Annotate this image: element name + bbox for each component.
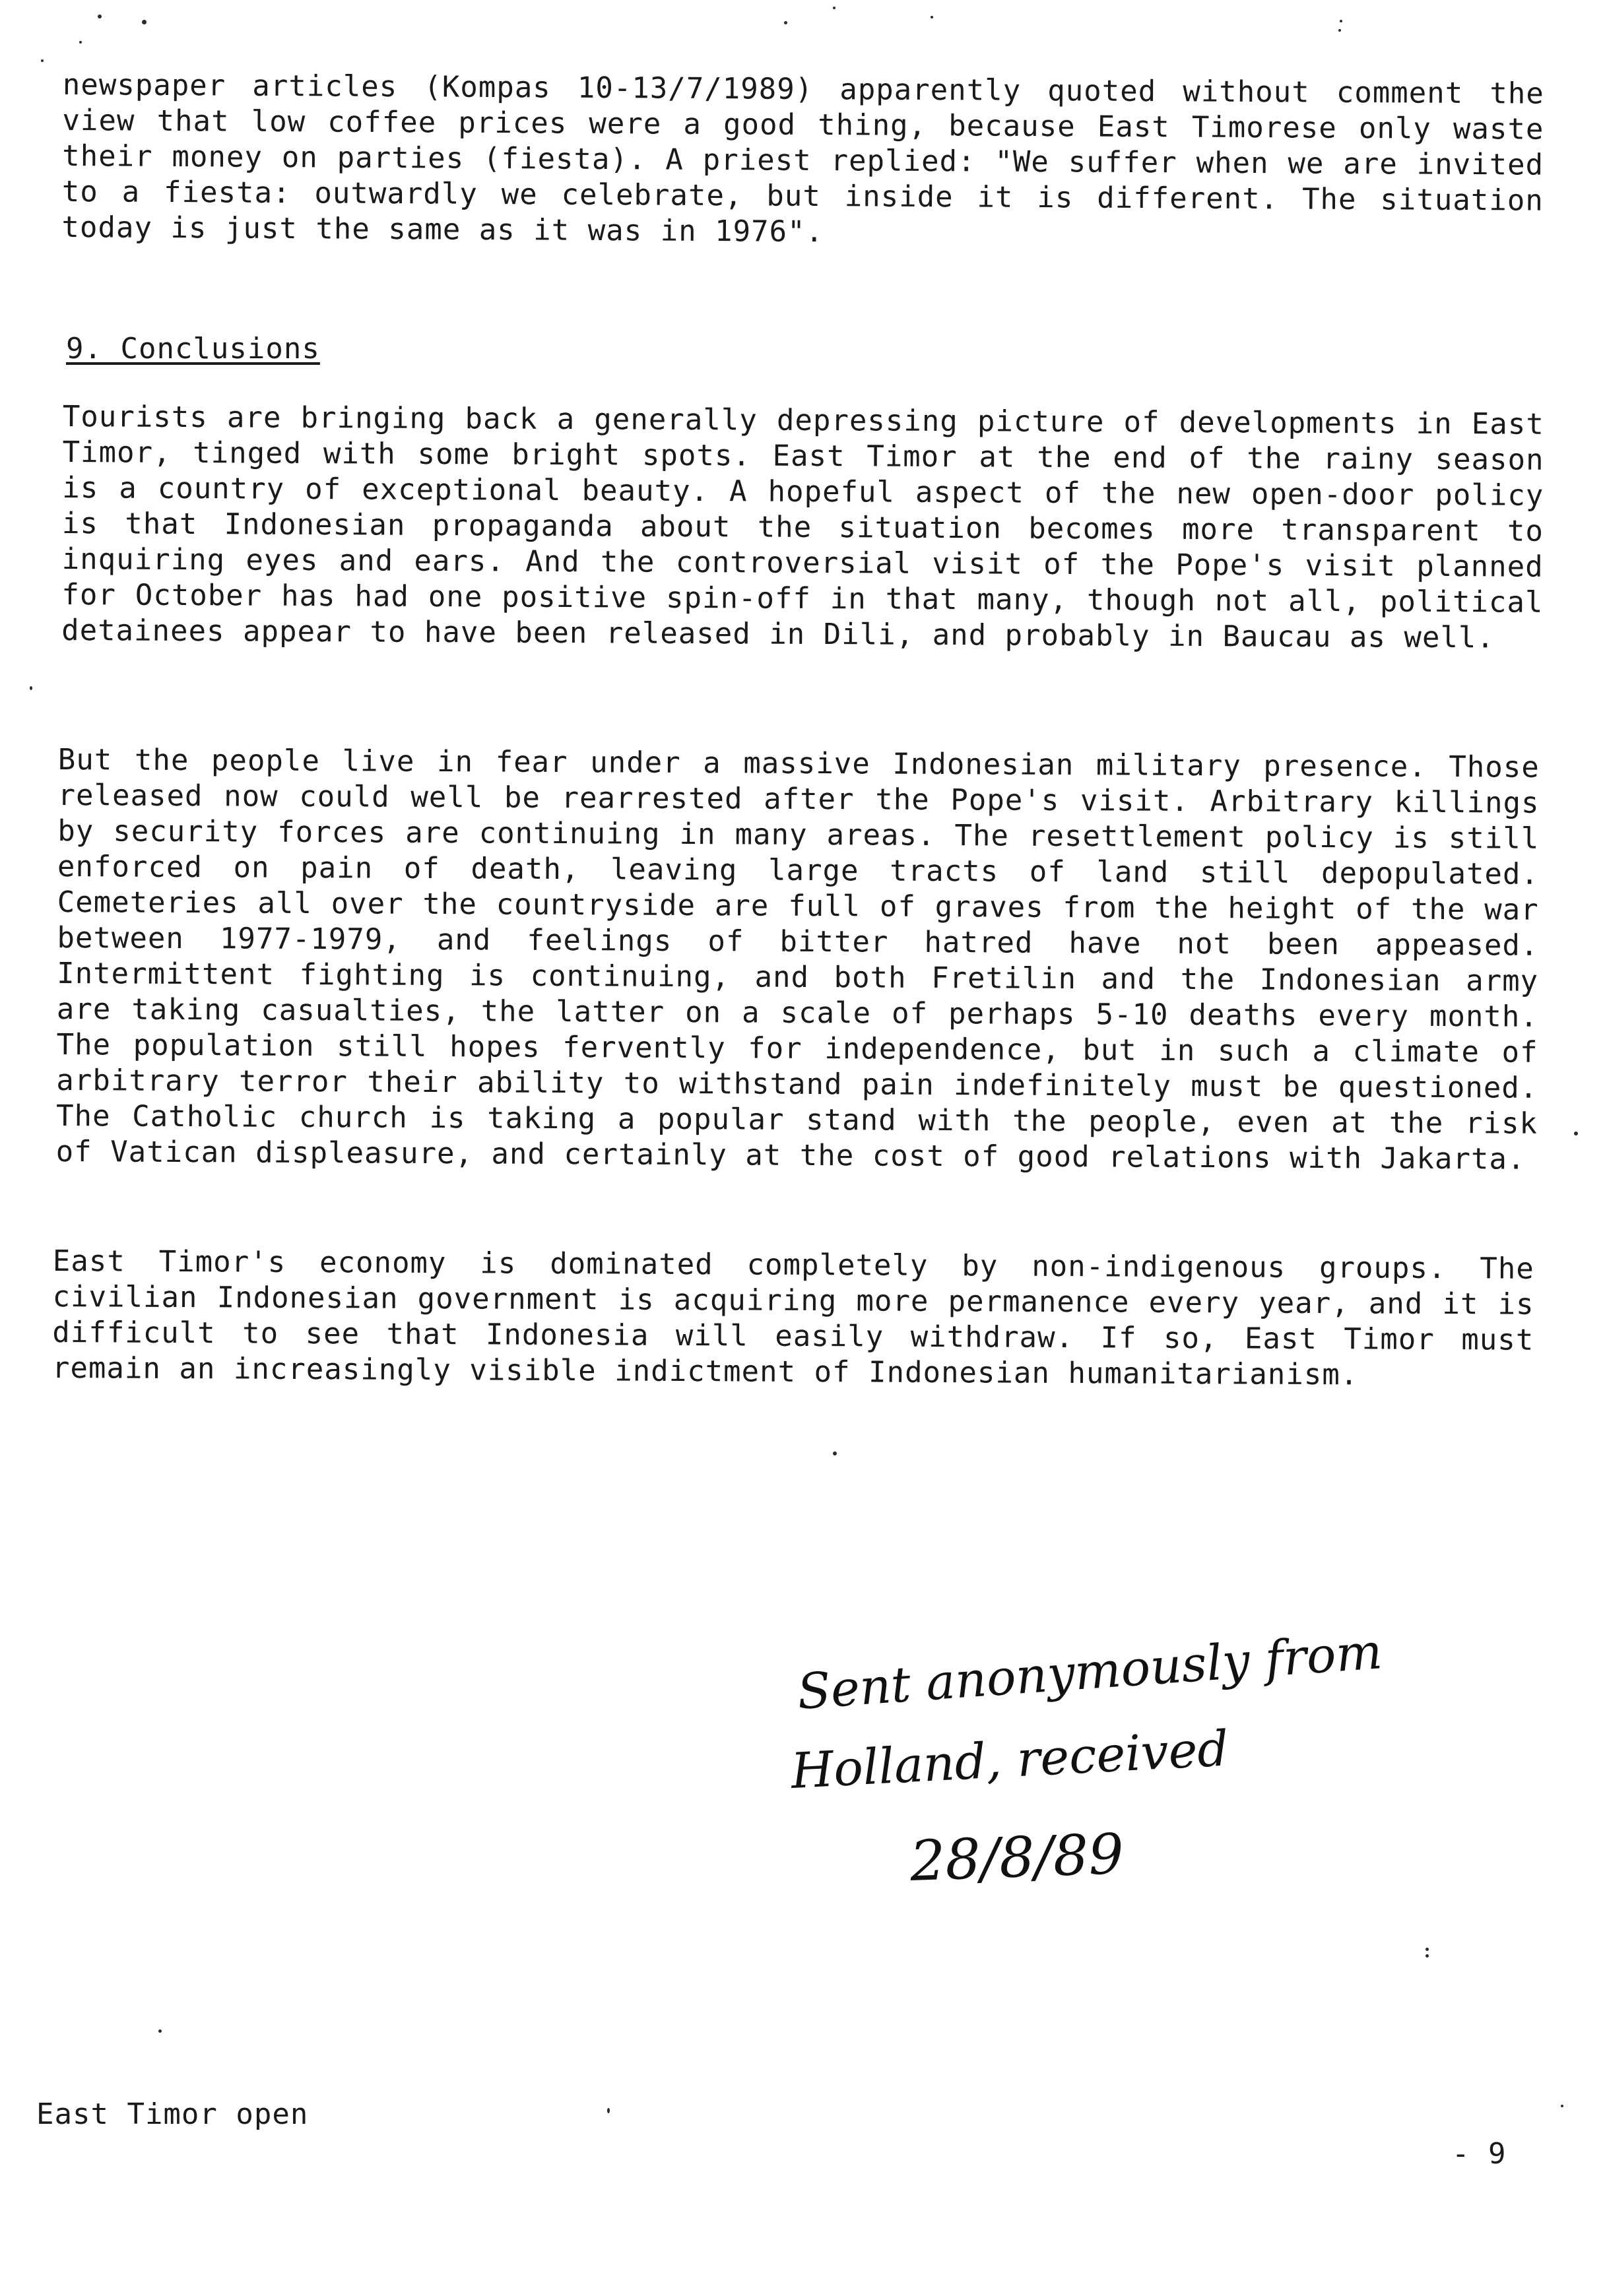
scan-speck [833,1451,837,1455]
footer-title: East Timor open [36,2097,309,2131]
scan-speck [833,7,835,9]
scan-speck [1338,29,1341,32]
handwritten-note [785,1636,1432,1940]
handwritten-line-3: 28/8/89 [909,1821,1125,1894]
handwritten-note-graphic [785,1636,1432,1940]
handwritten-line-2: Holland, received [789,1720,1230,1800]
scan-speck [1425,1954,1429,1958]
paragraph-tourists: Tourists are bringing back a generally depressing picture of developments in East Timor, tinged with some bright spots. East Timor at the end of the rainy season is a country of exceptional beauty. A hopeful aspect of the new open-door policy is that Indonesian propaganda about the situation becomes more transparent to inquiring eyes and ears. And the controversial visit of the Pope's visit planned for October has had one positive spin-off in that many, though not all, political detainees appear to have been released in Dili, and probably in Baucau as well. [61,400,1544,655]
scan-speck [79,41,82,44]
scan-speck [1340,20,1342,22]
scan-speck [30,686,32,690]
handwritten-line-1: Sent anonymously from [795,1636,1385,1721]
scan-speck [1425,1948,1429,1951]
paragraph-fear: But the people live in fear under a massive Indonesian military presence. Those released now could well be rearrested after the Pope's visit. Arbitrary killings by security forces are continuing in many areas. The resettlement policy is still enforced on pain of death, leaving large tracts of land still depopulated. Cemeteries all over the countryside are full of graves from the height of the war between 1977-1979, and feelings of bitter hatred have not been appeased. Intermittent fighting is continuing, and both Fretilin and the Indonesian army are taking casualties, the latter on a scale of perhaps 5-10 deaths every month. The population still hopes fervently for independence, but in such a climate of arbitrary terror their ability to withstand pain indefinitely must be questioned. The Catholic church is taking a popular stand with the people, even at the risk of Vatican displeasure, and certainly at the cost of good relations with Jakarta. [55,743,1540,1176]
footer-page-number: - 9 [1452,2137,1507,2171]
paragraph-intro: newspaper articles (Kompas 10-13/7/1989) apparently quoted without comment the view that low coffee prices were a good thing, because East Timorese only waste their money on parties (fiesta). A priest replied: "We suffer when we are invited to a fiesta: outwardly we celebrate, but inside it is different. The situation today is just the same as it was in 1976". [61,67,1544,249]
scan-speck [142,20,147,24]
scan-speck [607,2108,610,2113]
scan-speck [784,21,787,24]
scan-speck [98,15,102,18]
scan-speck [1574,1132,1578,1135]
scan-speck [931,16,933,18]
scan-speck [158,2029,162,2033]
scan-speck [1561,2105,1563,2107]
paragraph-economy: East Timor's economy is dominated completely by non-indigenous groups. The civilian Indonesian government is acquiring more permanence every year, and it is difficult to see that Indonesia will easily withdraw. If so, East Timor must remain an increasingly visible indictment of Indonesian humanitarianism. [51,1244,1534,1392]
scan-speck [41,59,44,62]
section-heading-conclusions: 9. Conclusions [66,332,320,366]
